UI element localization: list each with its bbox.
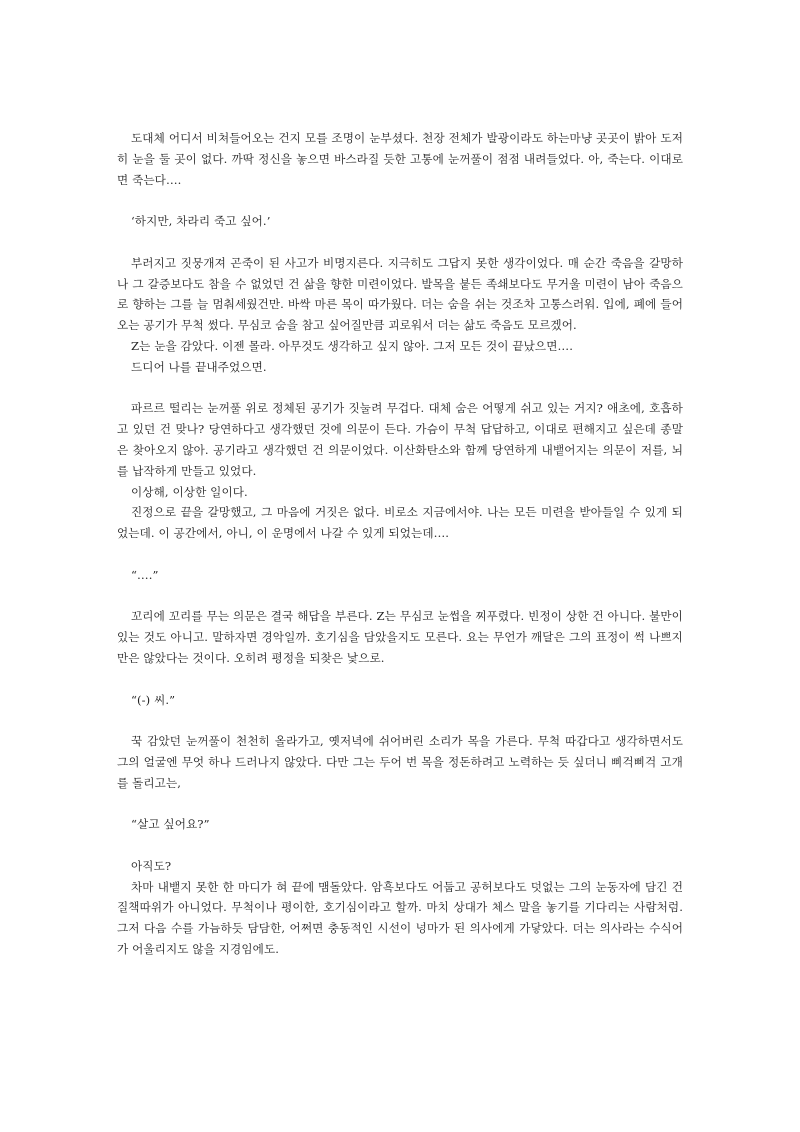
paragraph-gap <box>117 794 683 815</box>
paragraph-gap <box>117 835 683 856</box>
story-text <box>117 128 683 960</box>
paragraph: 도대체 어디서 비쳐들어오는 건지 모를 조명이 눈부셨다. 천장 전체가 발광이라도 하는마냥 곳곳이 밝아 도저히 눈을 둘 곳이 없다. 까딱 정신을 놓으면 바스라질 듯한 고통에 눈꺼풀이 점점 내려들었다. 아, 죽는다. 이대로면 죽는다…. <box>117 131 683 187</box>
paragraph: 꼬리에 꼬리를 무는 의문은 결국 해답을 부른다. Z는 무심코 눈썹을 찌푸렸다. 빈정이 상한 건 아니다. 불만이 있는 것도 아니고. 말하자면 경악일까. 호기심을 담았을지도 모른다. 요는 무언가 깨달은 그의 표정이 썩 나쁘지만은 않았다는 것이다. 오히려 평정을 되찾은 낯으로. <box>117 609 683 665</box>
paragraph-gap <box>117 544 683 565</box>
dialogue-line: ‘하지만, 차라리 죽고 싶어.’ <box>131 214 271 229</box>
paragraph: 차마 내뱉지 못한 한 마디가 혀 끝에 맴돌았다. 암흑보다도 어둡고 공허보다도 덧없는 그의 눈동자에 담긴 건 질책따위가 아니었다. 무척이나 평이한, 호기심이라고 할까. 마치 상대가 체스 말을 놓기를 기다리는 사람처럼. 그저 다음 수를 가늠하듯 담담한, 어쩌면 충동적인 시선이 넝마가 된 의사에게 가닿았다. 더는 의사라는 수식어가 어울리지도 않을 지경임에도. <box>117 879 683 957</box>
dialogue-line: “….” <box>131 567 159 582</box>
paragraph: 아직도? <box>131 858 172 873</box>
dialogue-line: “(-) 씨.” <box>131 692 176 707</box>
paragraph-gap <box>117 669 683 690</box>
paragraph: 부러지고 짓뭉개져 곤죽이 된 사고가 비명지른다. 지극히도 그답지 못한 생각이었다. 매 순간 죽음을 갈망하나 그 갈증보다도 참을 수 없었던 건 삶을 향한 미련이었다. 발목을 붙든 족쇄보다도 무거울 미련이 남아 죽음으로 향하는 그를 늘 멈춰세웠건만. 바싹 마른 목이 따가웠다. 더는 숨을 쉬는 것조차 고통스러워. 입에, 폐에 들어오는 공기가 무척 썼다. 무심코 숨을 참고 싶어질만큼 괴로워서 더는 삶도 죽음도 모르겠어. <box>117 255 683 333</box>
paragraph: 이상해, 이상한 일이다. <box>131 484 248 499</box>
paragraph-gap <box>117 232 683 253</box>
paragraph: 드디어 나를 끝내주었으면. <box>131 359 267 374</box>
paragraph-gap <box>117 586 683 607</box>
paragraph: 파르르 떨리는 눈꺼풀 위로 정체된 공기가 짓눌려 무겁다. 대체 숨은 어떻게 쉬고 있는 거지? 애초에, 호흡하고 있던 건 맞나? 당연하다고 생각했던 것에 의문이 든다. 가슴이 무척 답답하고, 이대로 편해지고 싶은데 종말은 찾아오지 않아. 공기라고 생각했던 건 의문이었다. 이산화탄소와 함께 당연하게 내뱉어지는 의문이 저를, 뇌를 납작하게 만들고 있었다. <box>117 401 683 478</box>
paragraph-gap <box>117 710 683 731</box>
paragraph: 꾹 감았던 눈꺼풀이 천천히 올라가고, 옛저녁에 쉬어버린 소리가 목을 가른다. 무척 따갑다고 생각하면서도 그의 얼굴엔 무엇 하나 드러나지 않았다. 다만 그는 두어 번 목을 정돈하려고 노력하는 듯 싶더니 삐걱삐걱 고개를 돌리고는, <box>117 734 683 790</box>
dialogue-line: “살고 싶어요?” <box>131 817 210 832</box>
paragraph-gap <box>117 190 683 211</box>
paragraph: 진정으로 끝을 갈망했고, 그 마음에 거짓은 없다. 비로소 지금에서야. 나는 모든 미련을 받아들일 수 있게 되었는데. 이 공간에서, 아니, 이 운명에서 나갈 수 있게 되었는데…. <box>117 505 683 541</box>
paragraph-gap <box>117 378 683 399</box>
paragraph: Z는 눈을 감았다. 이젠 몰라. 아무것도 생각하고 싶지 않아. 그저 모든 것이 끝났으면…. <box>131 338 574 353</box>
